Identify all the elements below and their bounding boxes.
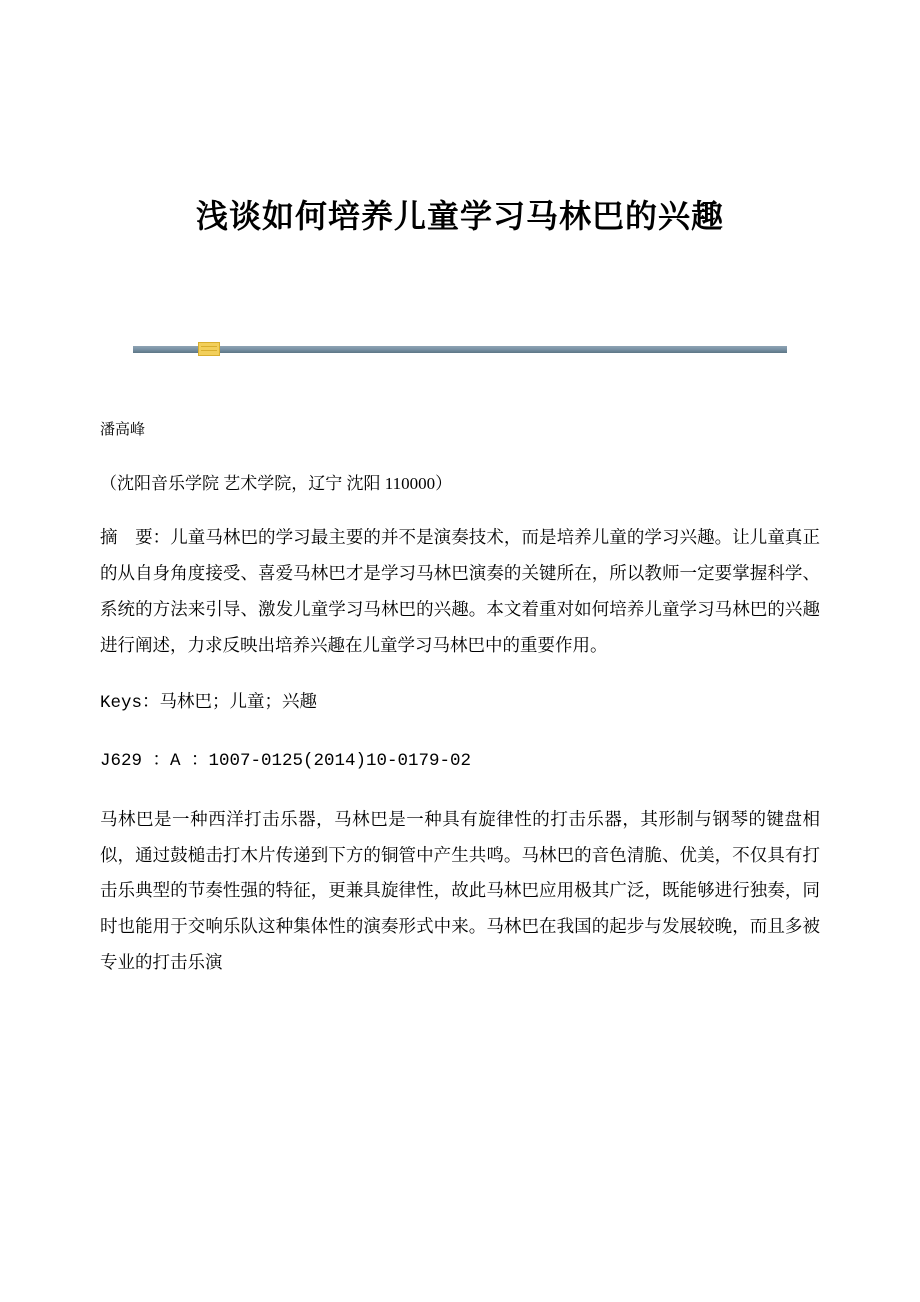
author-affiliation: （沈阳音乐学院 艺术学院，辽宁 沈阳 110000） (100, 473, 453, 493)
page-title: 浅谈如何培养儿童学习马林巴的兴趣 (195, 197, 724, 235)
abstract-paragraph: 摘 要：儿童马林巴的学习最主要的并不是演奏技术，而是培养儿童的学习兴趣。让儿童真正的从自身角度接受、喜爱马林巴才是学习马林巴演奏的关键所在，所以教师一定要掌握科学、系统的方法来引导、激发儿童学习马林巴的兴趣。本文着重对如何培养儿童学习马林巴的兴趣进行阐述，力求反映出培养兴趣在儿童学习马林巴中的重要作用。 (100, 527, 820, 656)
classification-line: J629 ：A ：1007-0125(2014)10-0179-02 (100, 750, 472, 771)
divider-bar (133, 346, 787, 353)
body-paragraph-1: 马林巴是一种西洋打击乐器，马林巴是一种具有旋律性的打击乐器，其形制与钢琴的键盘相似，通过鼓槌击打木片传递到下方的铜管中产生共鸣。马林巴的音色清脆、优美，不仅具有打击乐典型的节奏性强的特征，更兼具旋律性，故此马林巴应用极其广泛，既能够进行独奏，同时也能用于交响乐队这种集体性的演奏形式中来。马林巴在我国的起步与发展较晚，而且多被专业的打击乐演 (100, 808, 820, 973)
divider-badge-icon (198, 342, 220, 356)
author-name: 潘高峰 (100, 421, 146, 438)
keywords-line: Keys：马林巴；儿童；兴趣 (100, 692, 318, 713)
section-divider (100, 342, 820, 356)
